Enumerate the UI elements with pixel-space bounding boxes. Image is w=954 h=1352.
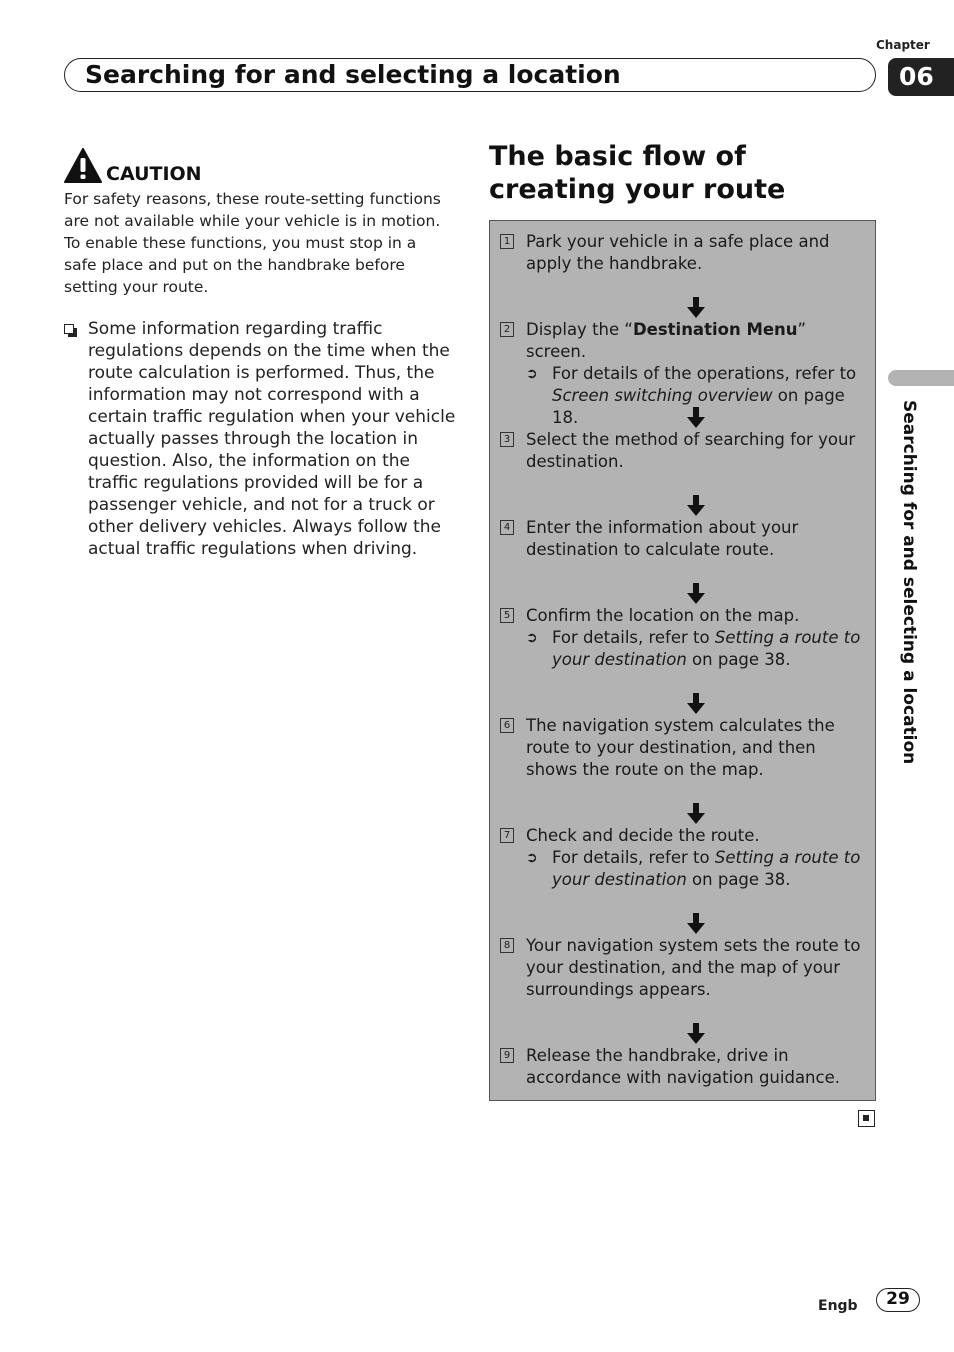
flow-step-2	[500, 319, 868, 429]
step-sub-note	[526, 847, 868, 891]
arrow-down-icon	[686, 913, 706, 935]
page-number: 29	[876, 1288, 920, 1312]
chapter-label: Chapter	[876, 38, 930, 52]
arrow-down-icon	[686, 297, 706, 319]
side-tab-marker	[888, 370, 954, 386]
flow-step-1	[500, 231, 868, 275]
cross-reference: Setting a route to your destination	[552, 628, 861, 669]
step-text: Select the method of searching for your destination.	[526, 430, 856, 471]
route-flow-box	[489, 220, 876, 1101]
step-number: 8	[500, 938, 514, 953]
header-bar	[64, 58, 876, 92]
warning-triangle-icon	[64, 148, 102, 184]
step-number: 3	[500, 432, 514, 447]
step-text: Enter the information about your destination to calculate route.	[526, 518, 799, 559]
caution-block	[64, 146, 444, 298]
caution-title: CAUTION	[106, 163, 202, 185]
step-number: 1	[500, 234, 514, 249]
step-number: 2	[500, 322, 514, 337]
note-text: Some information regarding traffic regulations depends on the time when the route calculation is performed. Thus, the information may not correspond with a certain traffic regulation when your vehicle actually passes through the location in question. Also, the information on the traffic regulations provided will be for a passenger vehicle, and not for a truck or other delivery vehicles. Always follow the actual traffic regulations when driving.	[88, 319, 456, 559]
step-number: 5	[500, 608, 514, 623]
arrow-right-icon: ➲	[526, 850, 538, 866]
arrow-right-icon: ➲	[526, 630, 538, 646]
step-text: Check and decide the route.	[526, 826, 760, 845]
side-tab-label: Searching for and selecting a location	[899, 400, 919, 765]
arrow-down-icon	[686, 495, 706, 517]
sub-note-text: For details of the operations, refer to Screen switching overview on page 18.	[552, 364, 857, 427]
cross-reference: Screen switching overview	[552, 386, 773, 405]
cross-reference: Setting a route to your destination	[552, 848, 861, 889]
caution-text: For safety reasons, these route-setting functions are not available while your vehicle is in motion. To enable these functions, you must stop in a safe place and put on the handbrake before setting your route.	[64, 190, 441, 296]
flow-step-9	[500, 1045, 868, 1089]
step-text: Your navigation system sets the route to your destination, and the map of your surroundings appears.	[526, 936, 861, 999]
flow-step-7	[500, 825, 868, 891]
step-text: Display the “Destination Menu” screen.	[526, 320, 807, 361]
step-text: The navigation system calculates the route to your destination, and then shows the route on the map.	[526, 716, 835, 779]
step-number: 9	[500, 1048, 514, 1063]
arrow-right-icon: ➲	[526, 366, 538, 382]
section-title: The basic flow of creating your route	[489, 141, 786, 205]
arrow-down-icon	[686, 803, 706, 825]
step-sub-note	[526, 627, 868, 671]
arrow-down-icon	[686, 693, 706, 715]
sub-note-text: For details, refer to Setting a route to your destination on page 38.	[552, 848, 861, 889]
note-item	[64, 318, 456, 560]
flow-step-6	[500, 715, 868, 781]
arrow-down-icon	[686, 407, 706, 429]
arrow-down-icon	[686, 1023, 706, 1045]
destination-menu-term: Destination Menu	[632, 320, 798, 339]
arrow-down-icon	[686, 583, 706, 605]
step-number: 4	[500, 520, 514, 535]
section-end-icon	[858, 1110, 875, 1127]
flow-step-5	[500, 605, 868, 671]
sub-note-text: For details, refer to Setting a route to your destination on page 38.	[552, 628, 861, 669]
page-title: Searching for and selecting a location	[85, 60, 621, 89]
flow-step-8	[500, 935, 868, 1001]
caution-header	[64, 146, 444, 184]
step-number: 6	[500, 718, 514, 733]
language-code: Engb	[818, 1298, 858, 1314]
chapter-number: 06	[888, 58, 954, 96]
flow-step-4	[500, 517, 868, 561]
flow-step-3	[500, 429, 868, 473]
checkbox-bullet-icon	[64, 324, 74, 334]
step-number: 7	[500, 828, 514, 843]
step-text: Release the handbrake, drive in accordance with navigation guidance.	[526, 1046, 840, 1087]
step-text: Confirm the location on the map.	[526, 606, 800, 625]
step-text: Park your vehicle in a safe place and apply the handbrake.	[526, 232, 830, 273]
